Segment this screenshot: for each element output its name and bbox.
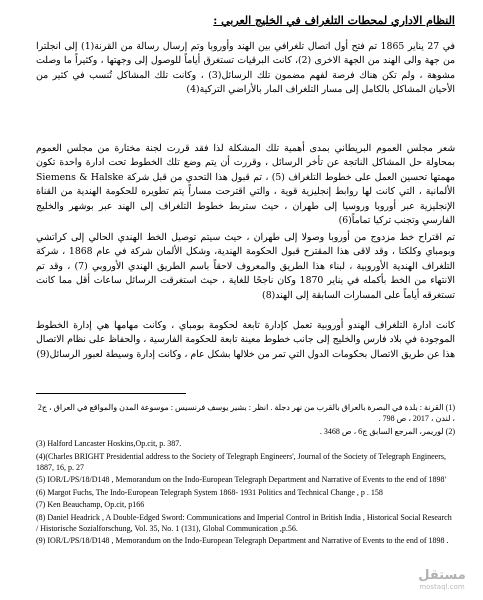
footnotes <box>36 402 455 548</box>
paragraph-4 <box>36 319 455 362</box>
footnote-1: (1) القرنة : بلدة في البصرة بالعراق بالقرب من نهر دجلة . انظر : بشير يوسف فرنسيس : موسوعة المدن والمواقع في العراق ، ج2 ، لندن ، 2017 ، ص 798 . <box>37 403 455 424</box>
paragraph-text: كانت ادارة التلغراف الهندو أوروبية تعمل كإدارة تابعة لحكومة بومباي ، وكانت مهامها هي إدارة الخطوط الموجودة في بلاد فارس والخليج إلى جانب خطوط معينة تابعة للحكومة الفارسية ، والحفاظ على نظام الاتصال هذا عن طريق الاتصال بحكومات الدول التي تمر من خلالها بشكل عام ، وكانت إدارة وسيطة لعبور الرسائل(9) <box>36 320 455 360</box>
watermark-latin: mostaql.com <box>419 583 465 591</box>
paragraph-text: في 27 يناير 1865 تم فتح أول اتصال تلغرافي بين الهند وأوروبا وتم إرسال رسالة من القرنة(1) إلى انجلترا من جهة والى الهند من الجهة الاخرى (2)، كانت البرقيات تستغرق أياماً للوصول إلى وجهتها ، وكثيراً ما وصلت مشوهة ، ولم تكن هناك فرصة لفهم مضمون تلك الرسائل(3) ، وكانت تلك المشاكل تُنسب في كثير من الأحيان المشاكل بالكامل إلى مسار التلغراف المار بالأراضي التركية(4) <box>36 41 456 96</box>
paragraph-2 <box>36 142 455 228</box>
paragraph-text: تم اقتراح خط مزدوج من أوروبا وصولا إلى طهران ، حيث سيتم توصيل الخط الهندي الحالي إلى كراتشي وبومباي وكلكتا ، وقد لاقى هذا المقترح قبول الحكومة الهندية، وشكل الألمان شركة في عام 1868 ، شركة التلغراف الهندية الأوروبية ، لبناء هذا الطريق والمعروف لاحقاً باسم الطريق الهندي الأوروبي (7) ، وقد تم الانتهاء من الخط بأكمله في يناير 1870 وكان ناجحًا للغاية ، حيث استغرقت الرسائل ساعات أقل مما كانت تستغرقه أياماً على المسارات السابقة إلى الهند(8) <box>36 232 455 301</box>
footnote-8: (8) Daniel Headrick , A Double-Edged Sword: Communications and Imperial Control in British India , Historical Social Research / Historische Sozialforschung, Vol. 35, No. 1 (131), Global Communication ,p.56. <box>36 512 452 534</box>
footnote-separator <box>36 393 186 394</box>
section-heading: النظام الاداري لمحطات التلغراف في الخليج العربي : <box>213 14 455 27</box>
footnote-9: (9) IOR/L/PS/18/D148 , Memorandum on the Indo-European Telegraph Department and Narrative of Events to the end of 1898 . <box>36 536 449 546</box>
footnote-5: (5) IOR/L/PS/18/D148 , Memorandum on the Indo-European Telegraph Department and Narrative of Events to the end of 1898' <box>36 475 446 485</box>
paragraph-text: شعر مجلس العموم البريطاني بمدى أهمية تلك المشكلة لذا فقد قررت لجنة مختارة من مجلس العموم بمحاولة حل المشاكل الناتجة عن تأخر الرسائل ، وقررت أن يتم وضع تلك الخطوط تحت ادارة واحدة تكون مهمتها تحسين العمل على خطوط التلغراف (5) ، تم قبول هذا التحدي من قبل شركة Siemens & Halske الألمانية ، التي كانت لها روابط إنجليزية قوية ، والتي اقترحت مساراً يتم تطويره للحكومة الهندية من القناة الإنجليزية عبر أوروبا وروسيا إلى طهران ، حيث ستربط خطوط التلغراف إلى الهند عبر بوشهر والخليج الفارسي وتجنب تركيا تماماً(6) <box>36 143 455 227</box>
footnote-7: (7) Ken Beauchamp, Op.cit, p166 <box>36 500 145 510</box>
paragraph-1 <box>36 40 455 98</box>
footnote-3: (3) Halford Lancaster Hoskins,Op.cit, p. 387. <box>36 439 182 449</box>
mostaql-watermark <box>411 568 473 594</box>
footnote-4: (4)(Charles BRIGHT Presidential address to the Society of Telegraph Engineers', Journal of the Society of Telegraph Engineers, 1887, 16, p. 27 <box>36 451 446 473</box>
footnote-6: (6) Margot Fuchs, The Indo-European Telegraph System 1868- 1931 Politics and Technical Change , p . 158 <box>36 487 383 497</box>
footnote-2: (2) لوريمر، المرجع السابق ج6 ، ص 3468 . <box>319 426 455 436</box>
watermark-arabic: مستقل <box>418 568 466 583</box>
paragraph-3 <box>36 231 455 303</box>
